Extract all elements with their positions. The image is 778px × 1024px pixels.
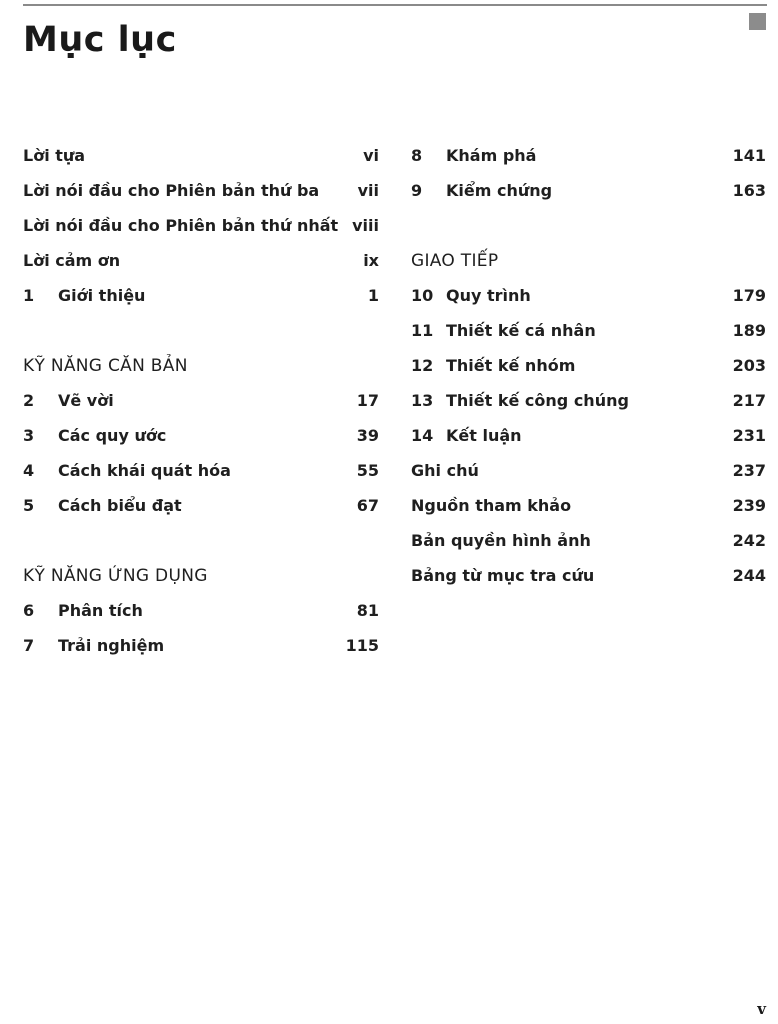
toc-entry-label: Lời nói đầu cho Phiên bản thứ ba	[23, 181, 320, 200]
toc-entry-label: Các quy ước	[58, 426, 167, 445]
toc-entry-foreword-first[interactable]	[23, 208, 379, 243]
toc-section-heading-communication	[411, 243, 766, 278]
toc-entry-label: Trải nghiệm	[58, 636, 165, 655]
toc-section-heading-applied-skills	[23, 558, 379, 593]
toc-entry-chapter-10[interactable]	[411, 278, 766, 313]
toc-entry-number: 1	[23, 286, 35, 305]
toc-entry-label: Lời cảm ơn	[23, 251, 121, 270]
toc-entry-number: 5	[23, 496, 35, 515]
toc-entry-label: Phân tích	[58, 601, 143, 620]
toc-entry-chapter-5[interactable]	[23, 488, 379, 523]
toc-entry-chapter-6[interactable]	[23, 593, 379, 628]
toc-entry-preface[interactable]	[23, 138, 379, 173]
toc-left-column	[23, 138, 379, 663]
toc-entry-label: Kiểm chứng	[446, 181, 553, 200]
toc-section-heading-basic-skills	[23, 348, 379, 383]
toc-entry-page: vii	[357, 181, 379, 200]
toc-entry-chapter-1[interactable]	[23, 278, 379, 313]
toc-right-column	[411, 138, 766, 593]
toc-entry-label: Thiết kế nhóm	[446, 356, 576, 375]
toc-entry-label: Cách biểu đạt	[58, 496, 182, 515]
toc-entry-page: 115	[345, 636, 379, 655]
toc-entry-chapter-4[interactable]	[23, 453, 379, 488]
toc-entry-page: 203	[732, 356, 766, 375]
toc-entry-label: Cách khái quát hóa	[58, 461, 231, 480]
toc-entry-page: 39	[356, 426, 379, 445]
toc-entry-chapter-14[interactable]	[411, 418, 766, 453]
toc-entry-label: Nguồn tham khảo	[411, 496, 572, 515]
toc-entry-page: 1	[367, 286, 379, 305]
section-heading-label: KỸ NĂNG CĂN BẢN	[23, 355, 188, 376]
toc-entry-number: 4	[23, 461, 35, 480]
toc-entry-page: 189	[732, 321, 766, 340]
toc-entry-page: 242	[732, 531, 766, 550]
toc-entry-acknowledgements[interactable]	[23, 243, 379, 278]
toc-entry-page: vi	[363, 146, 379, 165]
toc-entry-label: Bảng từ mục tra cứu	[411, 566, 595, 585]
toc-entry-foreword-third[interactable]	[23, 173, 379, 208]
page-title: Mục lục	[23, 20, 177, 60]
toc-entry-chapter-2[interactable]	[23, 383, 379, 418]
toc-entry-page: 81	[356, 601, 379, 620]
toc-entry-label: Vẽ vời	[58, 391, 114, 410]
toc-entry-label: Bản quyền hình ảnh	[411, 531, 591, 550]
toc-spacer	[23, 313, 379, 348]
toc-entry-page: 163	[732, 181, 766, 200]
toc-entry-number: 6	[23, 601, 35, 620]
toc-entry-number: 11	[411, 321, 434, 340]
toc-entry-page: 55	[356, 461, 379, 480]
toc-entry-chapter-8[interactable]	[411, 138, 766, 173]
toc-entry-notes[interactable]	[411, 453, 766, 488]
toc-entry-label: Giới thiệu	[58, 286, 146, 305]
toc-spacer	[411, 208, 766, 243]
toc-entry-number: 14	[411, 426, 434, 445]
toc-entry-number: 12	[411, 356, 434, 375]
toc-entry-number: 3	[23, 426, 35, 445]
toc-entry-image-credits[interactable]	[411, 523, 766, 558]
toc-entry-number: 2	[23, 391, 35, 410]
toc-entry-label: Kết luận	[446, 426, 522, 445]
toc-entry-page: 179	[732, 286, 766, 305]
corner-square-mark	[749, 13, 766, 30]
toc-entry-number: 8	[411, 146, 423, 165]
toc-entry-chapter-11[interactable]	[411, 313, 766, 348]
toc-entry-number: 9	[411, 181, 423, 200]
toc-entry-page: 231	[732, 426, 766, 445]
toc-entry-page: 67	[356, 496, 379, 515]
toc-entry-page: 239	[732, 496, 766, 515]
toc-entry-page: viii	[352, 216, 379, 235]
toc-entry-chapter-13[interactable]	[411, 383, 766, 418]
toc-entry-label: Thiết kế cá nhân	[446, 321, 596, 340]
toc-entry-number: 10	[411, 286, 434, 305]
toc-entry-chapter-12[interactable]	[411, 348, 766, 383]
toc-entry-label: Thiết kế công chúng	[446, 391, 629, 410]
toc-entry-label: Lời nói đầu cho Phiên bản thứ nhất	[23, 216, 339, 235]
section-heading-label: GIAO TIẾP	[411, 250, 499, 271]
toc-entry-chapter-9[interactable]	[411, 173, 766, 208]
page-number: v	[757, 1000, 766, 1018]
toc-entry-number: 13	[411, 391, 434, 410]
toc-entry-label: Quy trình	[446, 286, 531, 305]
toc-entry-page: 141	[732, 146, 766, 165]
section-heading-label: KỸ NĂNG ỨNG DỤNG	[23, 565, 208, 586]
toc-entry-page: 217	[732, 391, 766, 410]
toc-entry-page: ix	[363, 251, 379, 270]
toc-entry-page: 237	[732, 461, 766, 480]
toc-entry-page: 17	[356, 391, 379, 410]
top-rule	[23, 4, 767, 6]
toc-entry-page: 244	[732, 566, 766, 585]
toc-entry-chapter-7[interactable]	[23, 628, 379, 663]
toc-spacer	[23, 523, 379, 558]
toc-entry-references[interactable]	[411, 488, 766, 523]
toc-entry-label: Lời tựa	[23, 146, 86, 165]
toc-entry-index[interactable]	[411, 558, 766, 593]
toc-entry-number: 7	[23, 636, 35, 655]
toc-entry-label: Ghi chú	[411, 461, 479, 480]
toc-entry-label: Khám phá	[446, 146, 537, 165]
toc-entry-chapter-3[interactable]	[23, 418, 379, 453]
